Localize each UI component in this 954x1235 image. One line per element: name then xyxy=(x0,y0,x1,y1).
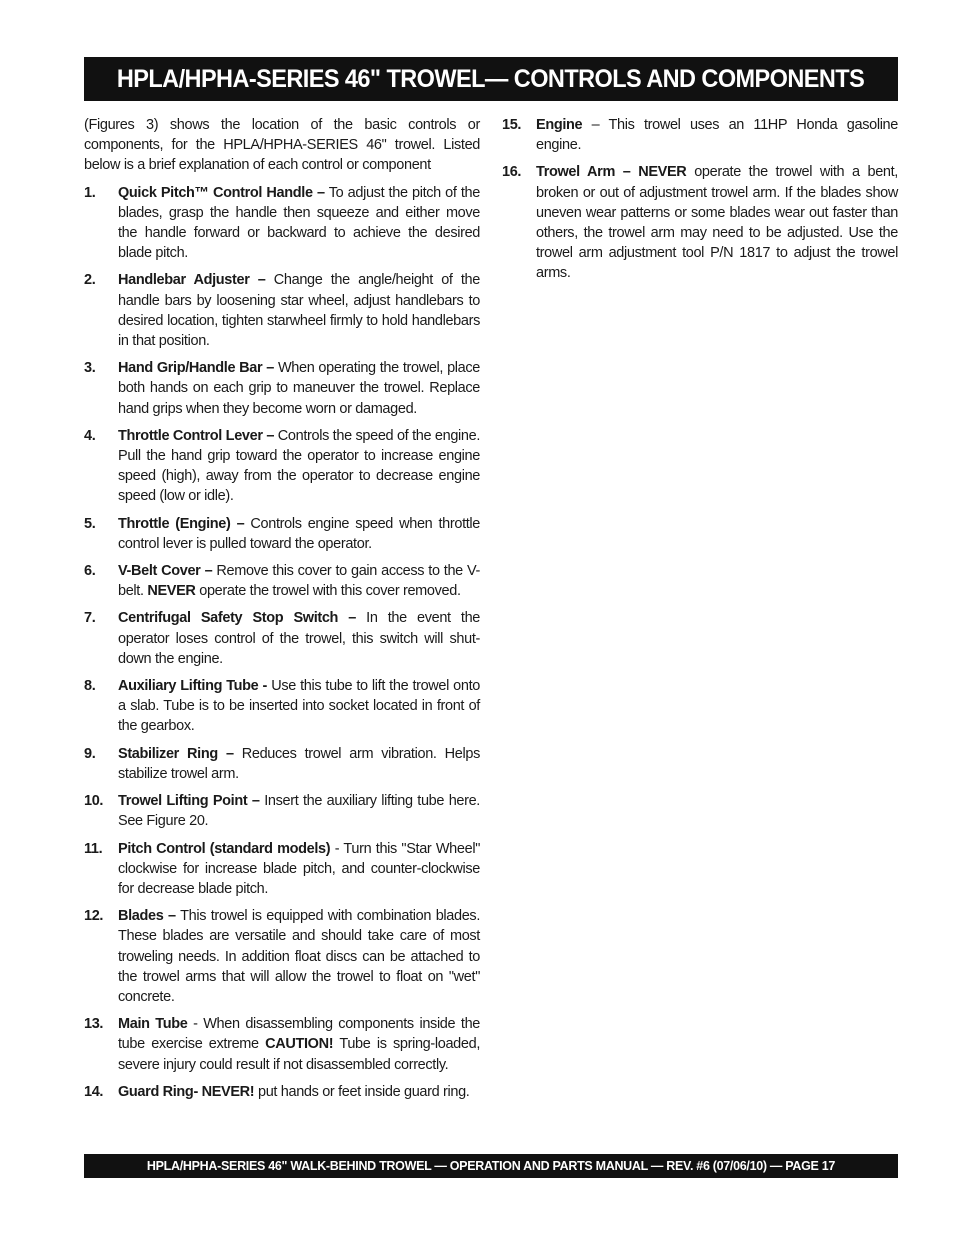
component-list-right xyxy=(502,115,898,284)
intro-paragraph: (Figures 3) shows the location of the basic controls or components, for the HPLA/HPHA-SERIES 46" trowel. Listed below is a brief explanation of each control or component xyxy=(84,117,480,174)
item-body xyxy=(536,162,898,283)
item-body xyxy=(118,1014,480,1075)
item-title: Auxiliary Lifting Tube - xyxy=(118,678,268,695)
item-number: 15. xyxy=(502,117,522,133)
page-title: HPLA/HPHA-SERIES 46" TROWEL— CONTROLS AND COMPONENTS xyxy=(117,64,865,93)
list-item xyxy=(84,514,480,554)
item-body xyxy=(118,906,480,1007)
item-title: Throttle (Engine) – xyxy=(118,515,245,532)
item-number: 12. xyxy=(84,908,104,925)
item-title: Trowel Lifting Point – xyxy=(118,793,260,810)
item-number: 2. xyxy=(84,272,96,289)
item-number: 3. xyxy=(84,360,96,377)
item-body xyxy=(118,791,480,831)
list-item xyxy=(84,270,480,351)
item-title: Stabilizer Ring – xyxy=(118,745,234,762)
item-title: Engine xyxy=(536,117,583,133)
item-number: 1. xyxy=(84,184,96,201)
item-title: Trowel Arm – NEVER xyxy=(536,164,687,181)
list-item xyxy=(84,791,480,831)
item-description: To adjust the pitch of the blades, grasp the handle then squeeze and either move the handle forward or backward to achieve the desired blade pitch. xyxy=(118,184,480,262)
item-number: 5. xyxy=(84,515,96,532)
item-description: – This trowel uses an 11HP Honda gasoline engine. xyxy=(536,117,898,154)
item-title: Hand Grip/Handle Bar – xyxy=(118,360,274,377)
list-item xyxy=(502,115,898,155)
item-description: put hands or feet inside guard ring. xyxy=(254,1083,470,1100)
item-description: Change the angle/height of the handle bars by loosening star wheel, adjust handlebars to desired location, tighten starwheel firmly to hold handlebars in that position. xyxy=(118,272,480,350)
item-number: 16. xyxy=(502,164,522,181)
item-description: Use this tube to lift the trowel onto a slab. Tube is to be inserted into socket located in front of the gearbox. xyxy=(118,678,480,735)
item-description: Controls engine speed when throttle control lever is pulled toward the operator. xyxy=(118,515,481,552)
item-number: 6. xyxy=(84,563,96,580)
page-footer xyxy=(84,1154,898,1178)
list-item xyxy=(84,561,480,601)
item-title: Guard Ring- NEVER! xyxy=(118,1083,255,1100)
item-number: 4. xyxy=(84,427,96,444)
item-description: In the event the operator loses control of the trowel, this switch will shut-down the engine. xyxy=(118,610,480,667)
item-title: V-Belt Cover – xyxy=(118,563,213,580)
item-number: 10. xyxy=(84,793,104,810)
list-item xyxy=(84,1082,480,1102)
component-list-left xyxy=(84,183,480,1102)
item-number: 7. xyxy=(84,610,96,627)
item-description-continued: operate the trowel with this cover removed. xyxy=(195,583,461,600)
list-item xyxy=(84,426,480,507)
page-header xyxy=(84,57,898,101)
item-title: Main Tube xyxy=(118,1016,188,1033)
item-title: Handlebar Adjuster – xyxy=(118,272,266,289)
item-title: Blades – xyxy=(118,908,176,925)
list-item xyxy=(84,906,480,1007)
item-description: This trowel is equipped with combination blades. These blades are versatile and should take care of most troweling needs. In addition float discs can be attached to the trowel arms that will allow the trowel to float on "wet" concrete. xyxy=(118,908,481,1005)
item-body xyxy=(118,561,480,601)
item-body xyxy=(536,115,898,155)
list-item xyxy=(84,676,480,737)
list-item xyxy=(84,1014,480,1075)
item-description: Remove this cover to gain access to the V-belt. xyxy=(118,563,480,600)
item-body xyxy=(118,1082,480,1102)
right-column xyxy=(502,115,898,291)
item-description: Reduces trowel arm vibration. Helps stabilize trowel arm. xyxy=(118,745,480,782)
item-body xyxy=(118,608,480,669)
item-body xyxy=(118,270,480,351)
item-number: 14. xyxy=(84,1083,104,1100)
left-column xyxy=(84,115,480,1109)
item-body xyxy=(118,426,480,507)
item-number: 8. xyxy=(84,678,96,695)
item-description: Controls the speed of the engine. Pull the hand grip toward the operator to increase engine speed (high), away from the operator to decrease engine speed (low or idle). xyxy=(118,427,481,505)
item-number: 11. xyxy=(84,840,103,857)
item-description: Insert the auxiliary lifting tube here. See Figure 20. xyxy=(118,793,480,830)
item-number: 9. xyxy=(84,745,96,762)
item-title: Quick Pitch™ Control Handle – xyxy=(118,184,325,201)
item-description: When operating the trowel, place both hands on each grip to maneuver the trowel. Replace hand grips when they become worn or damaged. xyxy=(118,360,480,417)
item-description-continued: Tube is spring-loaded, severe injury could result if not disassembled correctly. xyxy=(118,1036,481,1073)
item-description: - Turn this "Star Wheel" clockwise for increase blade pitch, and counter-clockwise for decrease blade pitch. xyxy=(118,840,480,897)
item-title: Centrifugal Safety Stop Switch – xyxy=(118,610,356,627)
item-body xyxy=(118,183,480,264)
item-body xyxy=(118,839,480,900)
item-description: operate the trowel with a bent, broken or out of adjustment trowel arm. If the blades show uneven wear patterns or some blades wear out faster than others, the trowel arm may need to be adjusted. Use the trowel arm adjustment tool P/N 1817 to adjust the trowel arms. xyxy=(536,164,898,282)
list-item xyxy=(84,358,480,419)
item-body xyxy=(118,676,480,737)
item-emphasis: CAUTION! xyxy=(265,1036,334,1053)
item-description: - When disassembling components inside the tube exercise extreme xyxy=(118,1016,480,1053)
item-body xyxy=(118,744,480,784)
item-number: 13. xyxy=(84,1016,104,1033)
list-item xyxy=(84,839,480,900)
item-body xyxy=(118,514,480,554)
list-item xyxy=(84,183,480,264)
list-item xyxy=(84,744,480,784)
item-title: Pitch Control (standard models) xyxy=(118,840,331,857)
item-title: Throttle Control Lever – xyxy=(118,427,275,444)
list-item xyxy=(84,608,480,669)
item-emphasis: NEVER xyxy=(147,583,196,600)
list-item xyxy=(502,162,898,283)
item-body xyxy=(118,358,480,419)
footer-text: HPLA/HPHA-SERIES 46" WALK-BEHIND TROWEL — OPERATION AND PARTS MANUAL — REV. #6 (07/06/10) — PAGE 17 xyxy=(146,1159,836,1173)
